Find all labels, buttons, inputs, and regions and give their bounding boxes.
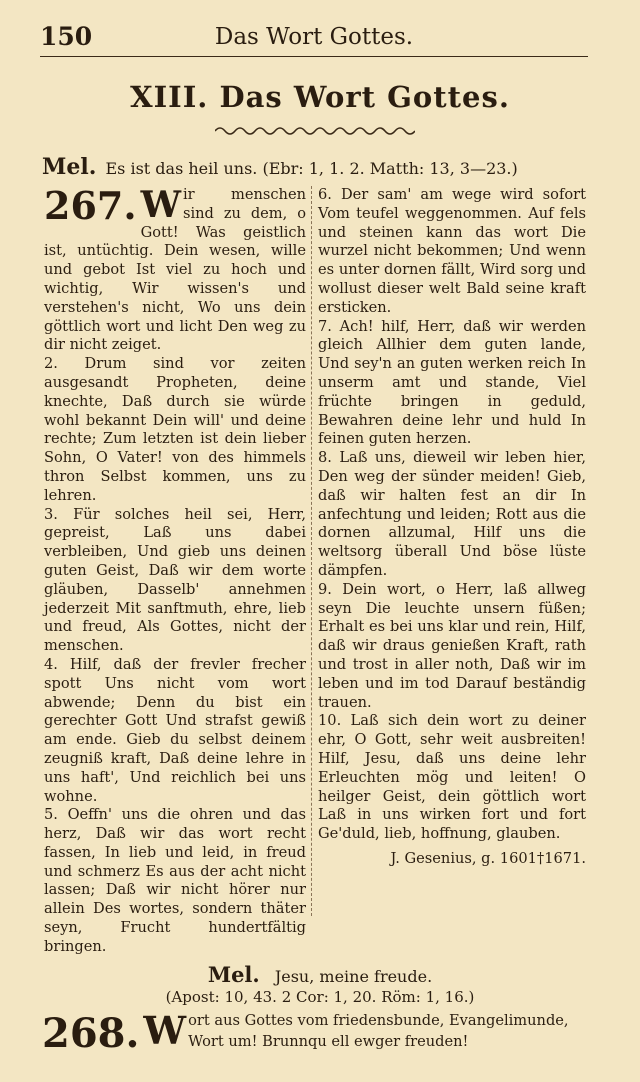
melody-text: Jesu, meine freude. (274, 967, 433, 986)
verse-6 (318, 186, 586, 318)
page-header (40, 22, 588, 57)
ornament-rule (215, 122, 415, 136)
mel-label: Mel. (42, 154, 97, 180)
verse-text: 9. Dein wort, o Herr, laß allweg seyn Die leuchte unsern füßen; Erhalt es bei uns klar und rein, Hilf, daß wir draus genießen Kraft, rath und trost in aller noth, Daß wir im leben und im tod Darauf beständig trauen. (318, 580, 586, 711)
verse-8 (318, 449, 586, 581)
verse-1 (44, 183, 306, 355)
verse-text: 4. Hilf, daß der frevler frecher spott Uns nicht vom wort abwende; Denn du bist ein gerechter Gott Und strafst gewiß am ende. Gieb du selbst deinem zeugniß kraft, Daß deine lehre in uns haft', Und reichlich bei uns wohne. (44, 655, 306, 805)
verse-4 (44, 656, 306, 806)
verse-text: 5. Oeffn' uns die ohren und das herz, Daß wir das wort recht fassen, In lieb und leid, in freud und schmerz Es aus der acht nicht lassen; Daß wir nicht hörer nur allein Des wortes, sondern thäter seyn, Frucht hundertfältig bringen. (44, 806, 306, 955)
verse-text: 6. Der sam' am wege wird sofort Vom teufel weggenommen. Auf fels und steinen kann das wort Die wurzel nicht bekommen; Und wenn es unter dornen fällt, Wird sorg und wollust dieser welt Bald seine kraft ersticken. (318, 186, 586, 316)
melody-line-268 (40, 962, 600, 987)
drop-cap: W (143, 1008, 187, 1053)
running-head: Das Wort Gottes. (214, 24, 414, 50)
verse-text: ir menschen sind zu dem, o Gott! Was geistlich ist, untüchtig. Dein wesen, wille und gebot Ist viel zu hoch und wichtig, Wir wissen's und verstehen's nicht, Wo uns dein göttlich wort und licht Den weg zu dir nicht zeiget. (44, 186, 306, 354)
melody-text: Es ist das heil uns. (Ebr: 1, 1. 2. Matth: 13, 3—23.) (105, 159, 518, 178)
verse-3 (44, 506, 306, 656)
right-column (318, 186, 586, 869)
drop-cap: W (140, 184, 181, 226)
verse-text: 2. Drum sind vor zeiten ausgesandt Propheten, deine knechte, Daß durch sie würde wohl bekannt Dein will' und deine rechte; Zum letzten ist dein lieber Sohn, O Vater! von des himmels thron Selbst kommen, uns zu lehren. (44, 355, 306, 504)
left-column (44, 183, 306, 957)
verse-5 (44, 806, 306, 956)
verse-9 (318, 581, 586, 713)
page-number: 150 (40, 22, 93, 51)
hymn-number: 268. (42, 1010, 140, 1057)
verse-text: ort aus Gottes vom friedensbunde, Evangelimunde, Wort um! Brunnqu ell ewger freuden! (188, 1012, 569, 1050)
hymn-268-verse (42, 1008, 592, 1057)
verse-text: 7. Ach! hilf, Herr, daß wir werden gleich Allhier dem guten lande, Und sey'n an guten werken reich In unserm amt und stande, Viel früchte bringen in geduld, Bewahren deine lehr und huld In feinen guten herzen. (318, 317, 586, 448)
melody-line (42, 154, 588, 180)
verse-text: 3. Für solches heil sei, Herr, gepreist, Laß uns dabei verbleiben, Und gieb uns deinen guten Geist, Daß wir dem worte gläuben, Dasselb' annehmen jederzeit Mit sanftmuth, ehre, lieb und freud, Als Gottes, nicht der menschen. (44, 505, 306, 655)
scripture-reference: (Apost: 10, 43. 2 Cor: 1, 20. Röm: 1, 16.) (165, 988, 475, 1006)
verse-2 (44, 355, 306, 505)
column-divider (311, 186, 312, 916)
section-title: XIII. Das Wort Gottes. (130, 80, 510, 114)
author-attribution: J. Gesenius, g. 1601†1671. (390, 849, 586, 867)
verse-10 (318, 712, 586, 844)
mel-label: Mel. (207, 962, 260, 987)
verse-text: 10. Laß sich dein wort zu deiner ehr, O Gott, sehr weit ausbreiten! Hilf, Jesu, daß uns deine lehr Erleuchten mög und leiten! O heilger Geist, dein göttlich wort Laß in uns wirken fort und fort Ge'duld, lieb, hoffnung, glauben. (318, 712, 586, 843)
verse-7 (318, 318, 586, 450)
hymn-number: 267. (44, 183, 137, 228)
verse-text: 8. Laß uns, dieweil wir leben hier, Den weg der sünder meiden! Gieb, daß wir halten fest an dir In anfechtung und leiden; Rott aus die dornen allzumal, Hilf uns die weltsorg überall Und böse lüste dämpfen. (318, 449, 586, 579)
